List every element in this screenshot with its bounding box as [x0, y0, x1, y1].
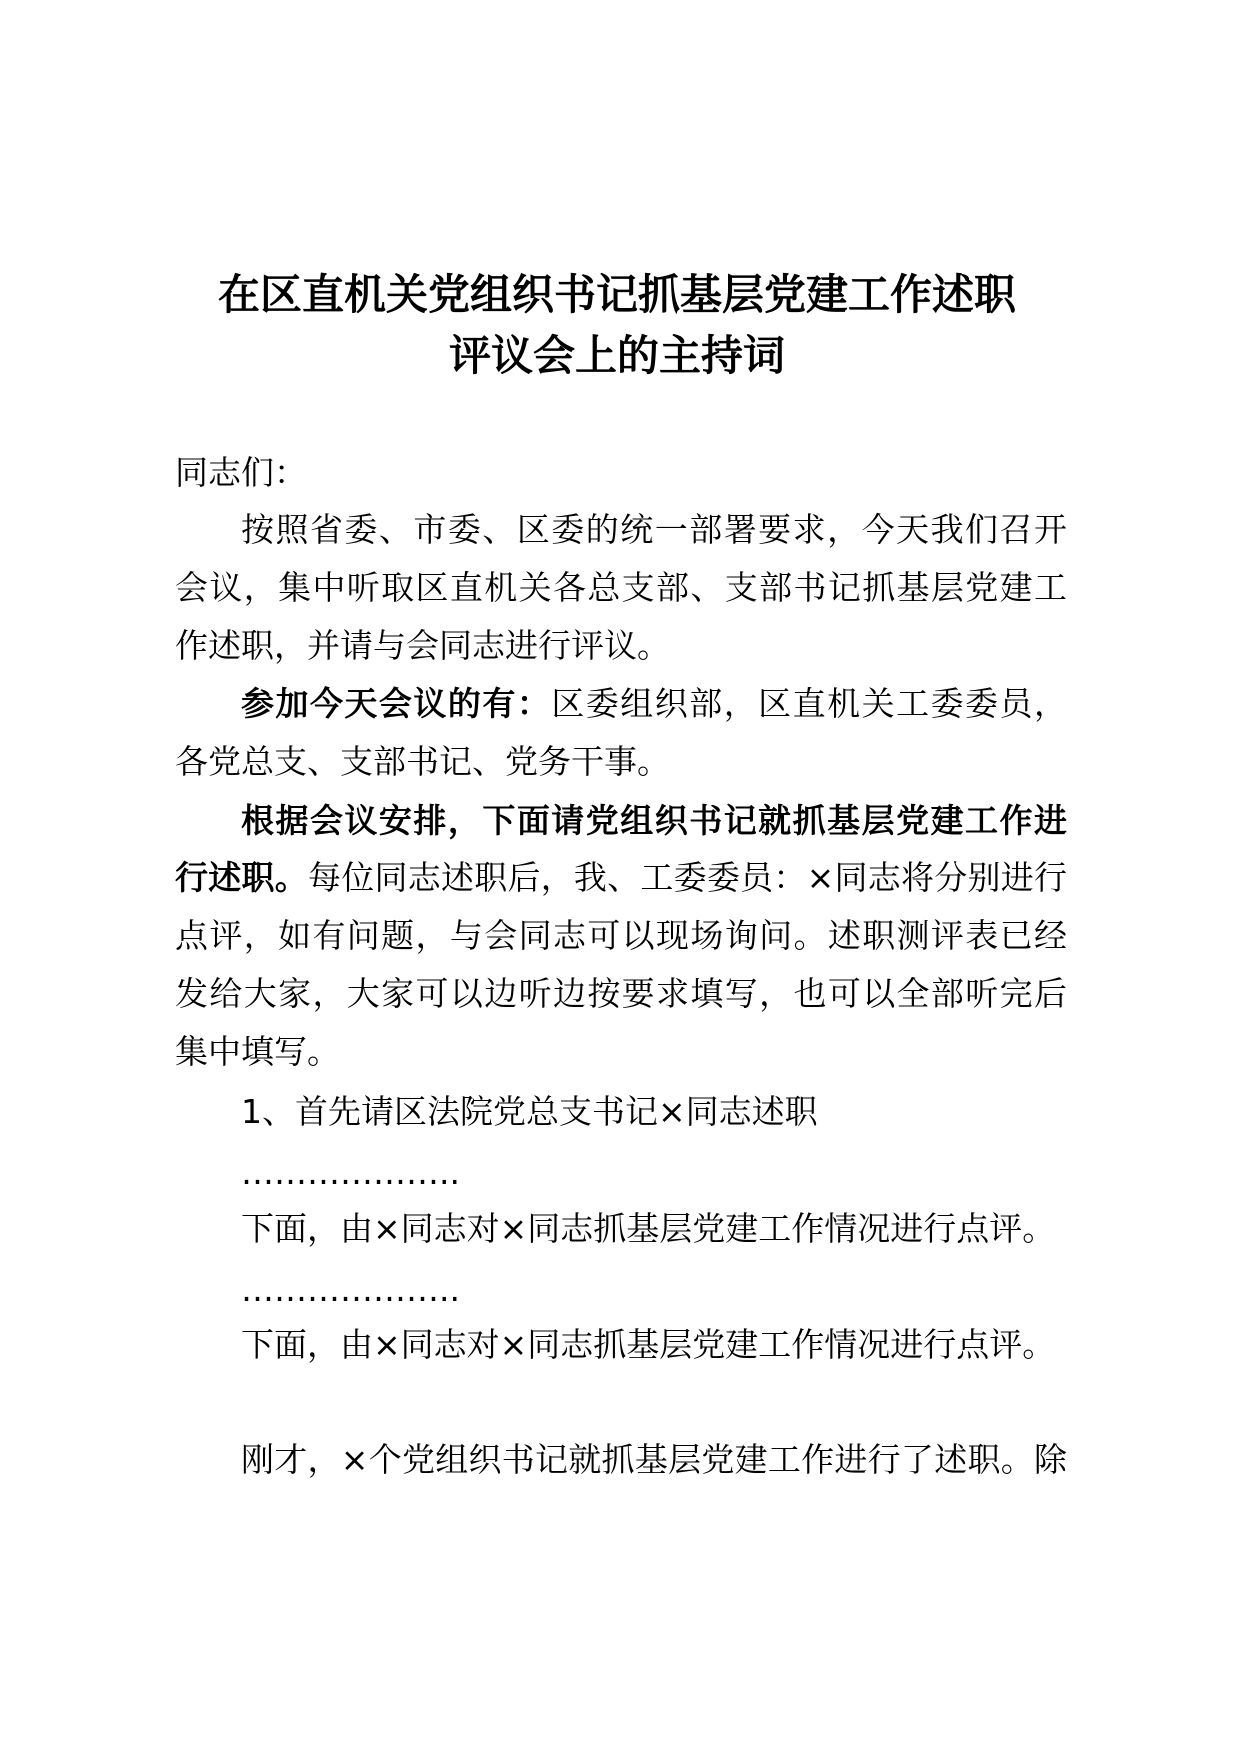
arrangement-bold: 根据会议安排，下面请党组织书记就抓基层党建工作进 [241, 801, 1067, 840]
arrangement-line: 集中填写。 [175, 1032, 340, 1071]
agenda-item-1: 1、首先请区法院党总支书记×同志述职 [241, 1092, 818, 1131]
attendees-label: 参加今天会议的有： [241, 684, 552, 723]
paragraph-1-line: 作述职，并请与会同志进行评议。 [175, 626, 670, 665]
arrangement-line [241, 792, 1067, 850]
arrangement-line [175, 849, 1067, 907]
attendees-text: 区委组织部，区直机关工委委员， [551, 684, 1068, 723]
arrangement-text: 每位同志述职后，我、工委委员：×同志将分别进行 [307, 858, 1068, 897]
document-title-line-1: 在区直机关党组织书记抓基层党建工作述职 [217, 270, 1016, 319]
paragraph-1-line: 按照省委、市委、区委的统一部署要求，今天我们召开 [241, 510, 1067, 549]
closing-line: 刚才，×个党组织书记就抓基层党建工作进行了述职。除 [241, 1440, 1067, 1479]
attendees-line: 各党总支、支部书记、党务干事。 [175, 742, 670, 781]
document-title-line-2: 评议会上的主持词 [448, 331, 785, 380]
arrangement-line: 发给大家，大家可以边听边按要求填写，也可以全部听完后 [175, 974, 1067, 1013]
salutation: 同志们： [175, 453, 307, 492]
arrangement-bold: 行述职。 [175, 858, 308, 897]
ellipsis-placeholder: ……………….. [241, 1153, 460, 1192]
paragraph-1-line: 会议，集中听取区直机关各总支部、支部书记抓基层党建工 [175, 568, 1067, 607]
arrangement-line: 点评，如有问题，与会同志可以现场询问。述职测评表已经 [175, 916, 1067, 955]
ellipsis-placeholder: ……………….. [241, 1270, 460, 1309]
comment-line: 下面，由×同志对×同志抓基层党建工作情况进行点评。 [241, 1325, 1056, 1364]
attendees-line [241, 675, 1067, 733]
comment-line: 下面，由×同志对×同志抓基层党建工作情况进行点评。 [241, 1209, 1056, 1248]
